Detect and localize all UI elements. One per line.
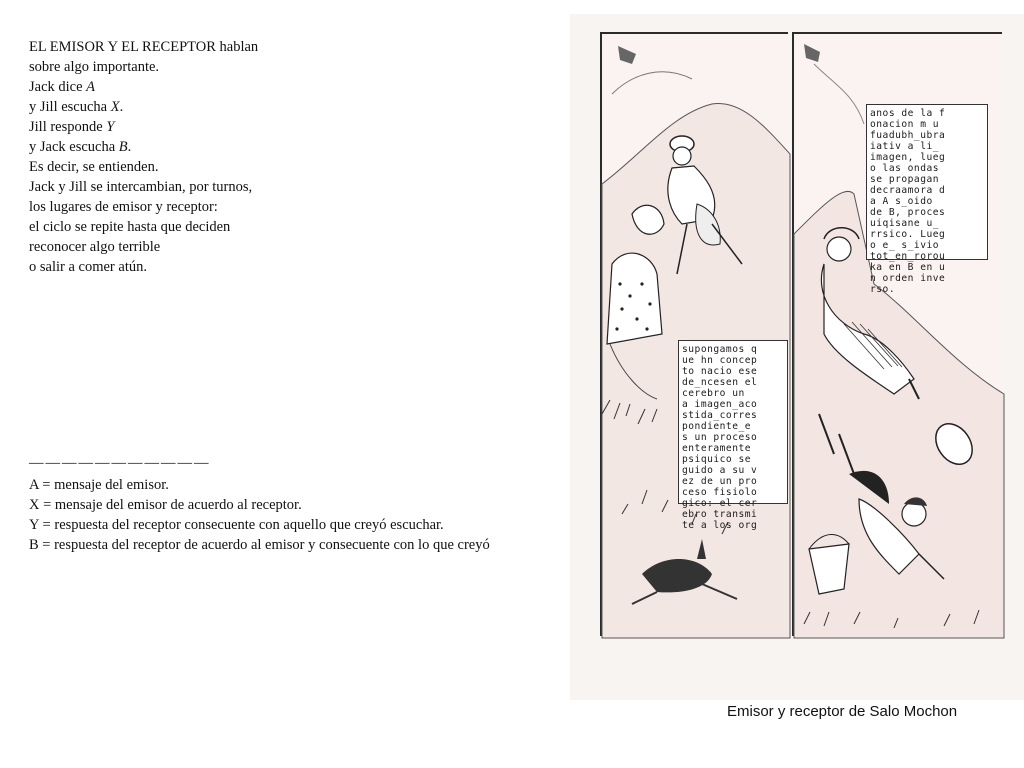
poem-line: el ciclo se repite hasta que deciden	[29, 219, 231, 235]
var-a: A	[86, 79, 96, 95]
illustration-left	[602, 34, 790, 638]
comic-panel-left	[600, 32, 788, 636]
note-line: A = mensaje del emisor.	[29, 477, 169, 493]
comic-panel-right	[792, 32, 1002, 636]
note-line: Y = respuesta del receptor consecuente con aquello que creyó escuchar.	[29, 517, 444, 533]
comic-artwork	[570, 14, 1024, 700]
comic-text-box-left: supongamos q ue hn concep to nacio ese de_ncesen el cerebro un a imagen_aco stida_corres pondiente_e s un proceso enteramente psiquico se guido a su v ez de un pro ceso fisiolo gico: el cer ebro transmi te a los org	[678, 340, 788, 504]
poem-line: o salir a comer atún.	[29, 259, 147, 275]
poem-line: reconocer algo terrible	[29, 239, 161, 255]
poem	[29, 37, 569, 277]
poem-line: Jack y Jill se intercambian, por turnos,	[29, 179, 253, 195]
poem-line: Jack dice A	[29, 79, 96, 95]
poem-line: y Jill escucha X.	[29, 99, 124, 115]
poem-line: Es decir, se entienden.	[29, 159, 159, 175]
note-line: X = mensaje del emisor de acuerdo al receptor.	[29, 497, 302, 513]
poem-line: Jill responde Y	[29, 119, 115, 135]
poem-line: sobre algo importante.	[29, 59, 160, 75]
image-caption: Emisor y receptor de Salo Mochon	[727, 703, 958, 720]
var-b: B	[118, 139, 128, 155]
note-line: B = respuesta del receptor de acuerdo al emisor y consecuente con lo que creyó	[29, 537, 490, 553]
poem-line: EL EMISOR Y EL RECEPTOR hablan	[29, 39, 259, 55]
var-x: X	[110, 99, 120, 115]
poem-line: y Jack escucha B.	[29, 139, 132, 155]
comic-text-box-right: anos de la f onacion m u fuadubh_ubra iativ a li_ imagen, lueg o las ondas se propagan decraamora d a A s_oido de B, proces uiqisane u_ rrsico. Lueg o e_ s_ivio tot_en_rorou ka en B en u n orden inve rso.	[866, 104, 988, 260]
var-y: Y	[106, 119, 115, 135]
notes	[29, 453, 589, 555]
divider-rule: ———————————	[29, 455, 211, 471]
poem-line: los lugares de emisor y receptor:	[29, 199, 218, 215]
